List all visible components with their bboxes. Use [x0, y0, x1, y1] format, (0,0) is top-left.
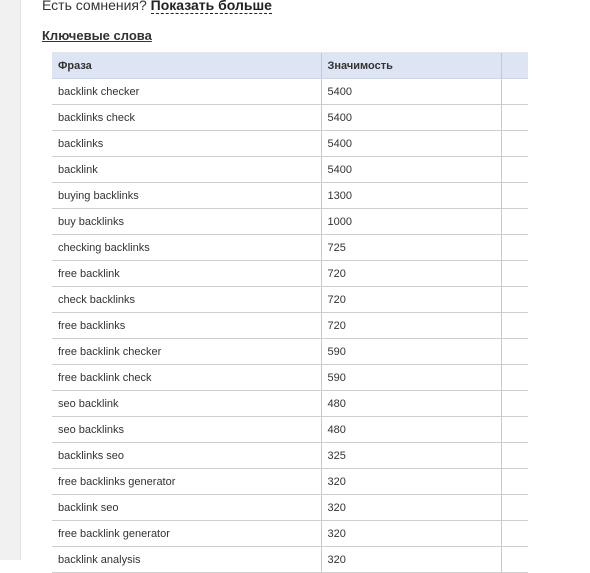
keywords-table [52, 52, 528, 573]
keyword-significance-cell: 720 [321, 313, 501, 339]
keyword-extra-cell [501, 365, 528, 391]
doubts-question: Есть сомнения? [42, 0, 147, 13]
keyword-significance-cell: 590 [321, 339, 501, 365]
keyword-significance-cell: 5400 [321, 131, 501, 157]
table-row [52, 495, 528, 521]
table-row [52, 443, 528, 469]
keyword-phrase-cell: backlinks seo [52, 443, 321, 469]
keyword-phrase-cell: backlinks check [52, 105, 321, 131]
keyword-significance-cell: 720 [321, 287, 501, 313]
column-header-extra [501, 53, 528, 79]
keyword-extra-cell [501, 183, 528, 209]
column-header-phrase[interactable]: Фраза [52, 53, 321, 79]
keyword-phrase-cell: free backlinks [52, 313, 321, 339]
keyword-extra-cell [501, 209, 528, 235]
keyword-extra-cell [501, 339, 528, 365]
keyword-significance-cell: 320 [321, 469, 501, 495]
keyword-phrase-cell: backlink analysis [52, 547, 321, 573]
keyword-extra-cell [501, 235, 528, 261]
table-row [52, 105, 528, 131]
keyword-phrase-cell: checking backlinks [52, 235, 321, 261]
keyword-phrase-cell: free backlink [52, 261, 321, 287]
keyword-extra-cell [501, 417, 528, 443]
table-row [52, 339, 528, 365]
keyword-extra-cell [501, 157, 528, 183]
table-row [52, 391, 528, 417]
keyword-phrase-cell: free backlink generator [52, 521, 321, 547]
keyword-significance-cell: 1000 [321, 209, 501, 235]
keyword-extra-cell [501, 443, 528, 469]
column-header-significance[interactable]: Значимость [321, 53, 501, 79]
keyword-significance-cell: 480 [321, 417, 501, 443]
keyword-extra-cell [501, 105, 528, 131]
keyword-extra-cell [501, 391, 528, 417]
keyword-phrase-cell: seo backlink [52, 391, 321, 417]
keyword-significance-cell: 320 [321, 547, 501, 573]
keyword-extra-cell [501, 469, 528, 495]
keyword-significance-cell: 5400 [321, 105, 501, 131]
keyword-significance-cell: 320 [321, 521, 501, 547]
keyword-significance-cell: 325 [321, 443, 501, 469]
keyword-significance-cell: 5400 [321, 157, 501, 183]
keyword-significance-cell: 590 [321, 365, 501, 391]
keyword-phrase-cell: buying backlinks [52, 183, 321, 209]
keyword-extra-cell [501, 131, 528, 157]
keyword-extra-cell [501, 521, 528, 547]
keyword-phrase-cell: check backlinks [52, 287, 321, 313]
keyword-extra-cell [501, 261, 528, 287]
keyword-significance-cell: 320 [321, 495, 501, 521]
table-header-row [52, 53, 528, 79]
keyword-phrase-cell: backlink [52, 157, 321, 183]
keyword-extra-cell [501, 313, 528, 339]
table-row [52, 417, 528, 443]
keyword-significance-cell: 480 [321, 391, 501, 417]
table-row [52, 131, 528, 157]
keyword-extra-cell [501, 495, 528, 521]
table-row [52, 235, 528, 261]
doubts-line [42, 0, 272, 13]
table-row [52, 157, 528, 183]
keyword-phrase-cell: backlink checker [52, 79, 321, 105]
keyword-significance-cell: 5400 [321, 79, 501, 105]
table-row [52, 183, 528, 209]
table-row [52, 521, 528, 547]
left-rail [0, 0, 21, 560]
table-row [52, 365, 528, 391]
table-row [52, 313, 528, 339]
table-row [52, 79, 528, 105]
keywords-section-title: Ключевые слова [42, 28, 152, 43]
table-row [52, 287, 528, 313]
keyword-phrase-cell: buy backlinks [52, 209, 321, 235]
keyword-phrase-cell: backlink seo [52, 495, 321, 521]
keyword-phrase-cell: seo backlinks [52, 417, 321, 443]
keyword-significance-cell: 725 [321, 235, 501, 261]
keyword-extra-cell [501, 287, 528, 313]
keyword-extra-cell [501, 79, 528, 105]
table-row [52, 261, 528, 287]
keyword-phrase-cell: backlinks [52, 131, 321, 157]
keyword-phrase-cell: free backlinks generator [52, 469, 321, 495]
keyword-phrase-cell: free backlink checker [52, 339, 321, 365]
table-row [52, 209, 528, 235]
show-more-link[interactable]: Показать больше [151, 0, 272, 14]
keyword-phrase-cell: free backlink check [52, 365, 321, 391]
keyword-significance-cell: 720 [321, 261, 501, 287]
table-row [52, 469, 528, 495]
keywords-table-body [52, 79, 528, 573]
keyword-significance-cell: 1300 [321, 183, 501, 209]
